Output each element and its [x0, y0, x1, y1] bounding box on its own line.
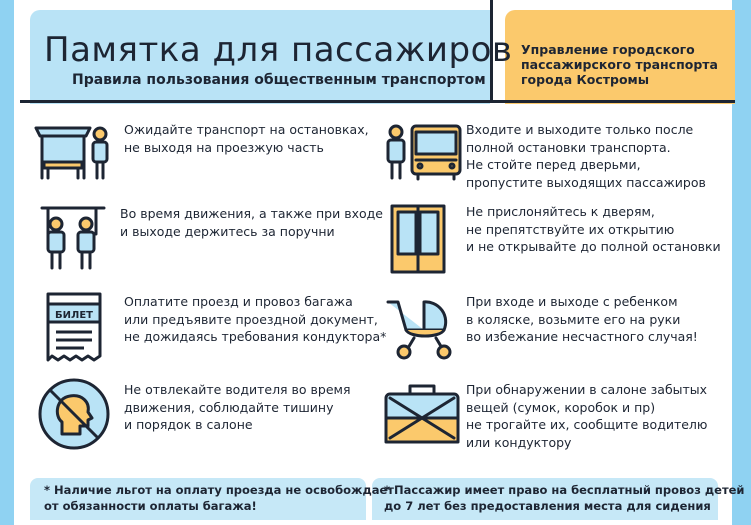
rule-line: Ожидайте транспорт на остановках, [124, 122, 369, 137]
rule-enter-after-stop [466, 121, 706, 191]
footnote-line: до 7 лет без предоставления места для сидения [384, 499, 711, 513]
rule-line: Не стойте перед дверьми, [466, 157, 641, 172]
rule-hold-handrails [120, 205, 383, 240]
ticket-icon [44, 290, 104, 364]
footnote-line: * Наличие льгот на оплату проезда не освобождает [44, 483, 394, 497]
doors-icon [388, 202, 448, 276]
handrail-icon [40, 204, 106, 272]
rule-line: Во время движения, а также при входе [120, 206, 383, 221]
rule-line: При входе и выходе с ребенком [466, 294, 678, 309]
rule-line: или предъявите проездной документ, [124, 311, 378, 327]
footnote-benefits [44, 482, 394, 514]
stroller-icon [384, 292, 460, 360]
organization-name [521, 42, 721, 87]
organization-line: города Костромы [521, 72, 650, 87]
bus-front-icon [382, 122, 464, 182]
rule-child-in-stroller [466, 293, 698, 346]
footnote-line: * Пассажир имеет право на бесплатный провоз детей [384, 483, 745, 497]
rule-line: движения, соблюдайте тишину [124, 399, 334, 415]
rule-line: Оплатите проезд и провоз багажа [124, 294, 353, 309]
page-subtitle: Правила пользования общественным транспортом [72, 72, 486, 88]
header-divider-horizontal [20, 100, 735, 103]
rule-line: вещей (сумок, коробок и пр) [466, 399, 656, 415]
rule-line: не препятствуйте их открытию [466, 221, 675, 237]
organization-line: пассажирского транспорта [521, 57, 718, 72]
lost-bag-icon [382, 378, 462, 446]
footnote-children [384, 482, 745, 514]
rule-line: Не отвлекайте водителя во время [124, 382, 351, 397]
rule-line: не выходя на проезжую часть [124, 139, 324, 155]
bus-stop-icon [32, 122, 114, 182]
ticket-label: БИЛЕТ [55, 310, 93, 321]
rule-line: и порядок в салоне [124, 417, 253, 432]
rule-report-lost-items [466, 381, 707, 451]
rule-line: и выходе держитесь за поручни [120, 223, 335, 239]
rule-do-not-lean-doors [466, 203, 721, 256]
rule-line: полной остановки транспорта. [466, 139, 671, 155]
organization-line: Управление городского [521, 42, 695, 57]
rule-pay-fare [124, 293, 386, 346]
rule-line: не трогайте их, сообщите водителю [466, 417, 708, 432]
footnote-line: от обязанности оплаты багажа! [44, 499, 257, 513]
rule-line: При обнаружении в салоне забытых [466, 382, 708, 397]
rule-line: Входите и выходите только после [466, 122, 694, 137]
rule-line: или кондуктору [466, 434, 572, 450]
page-title: Памятка для пассажиров [44, 30, 513, 70]
rule-line: пропустите выходящих пассажиров [466, 174, 706, 190]
rule-line: не дожидаясь требования кондуктора* [124, 329, 387, 344]
no-talking-icon [36, 376, 112, 452]
rule-do-not-distract-driver [124, 381, 350, 434]
rule-wait-at-stop [124, 121, 369, 156]
rule-line: в коляске, возьмите его на руки [466, 311, 681, 327]
rule-line: Не прислоняйтесь к дверям, [466, 204, 655, 219]
rule-line: и не открывайте до полной остановки [466, 239, 721, 254]
rule-line: во избежание несчастного случая! [466, 329, 698, 344]
